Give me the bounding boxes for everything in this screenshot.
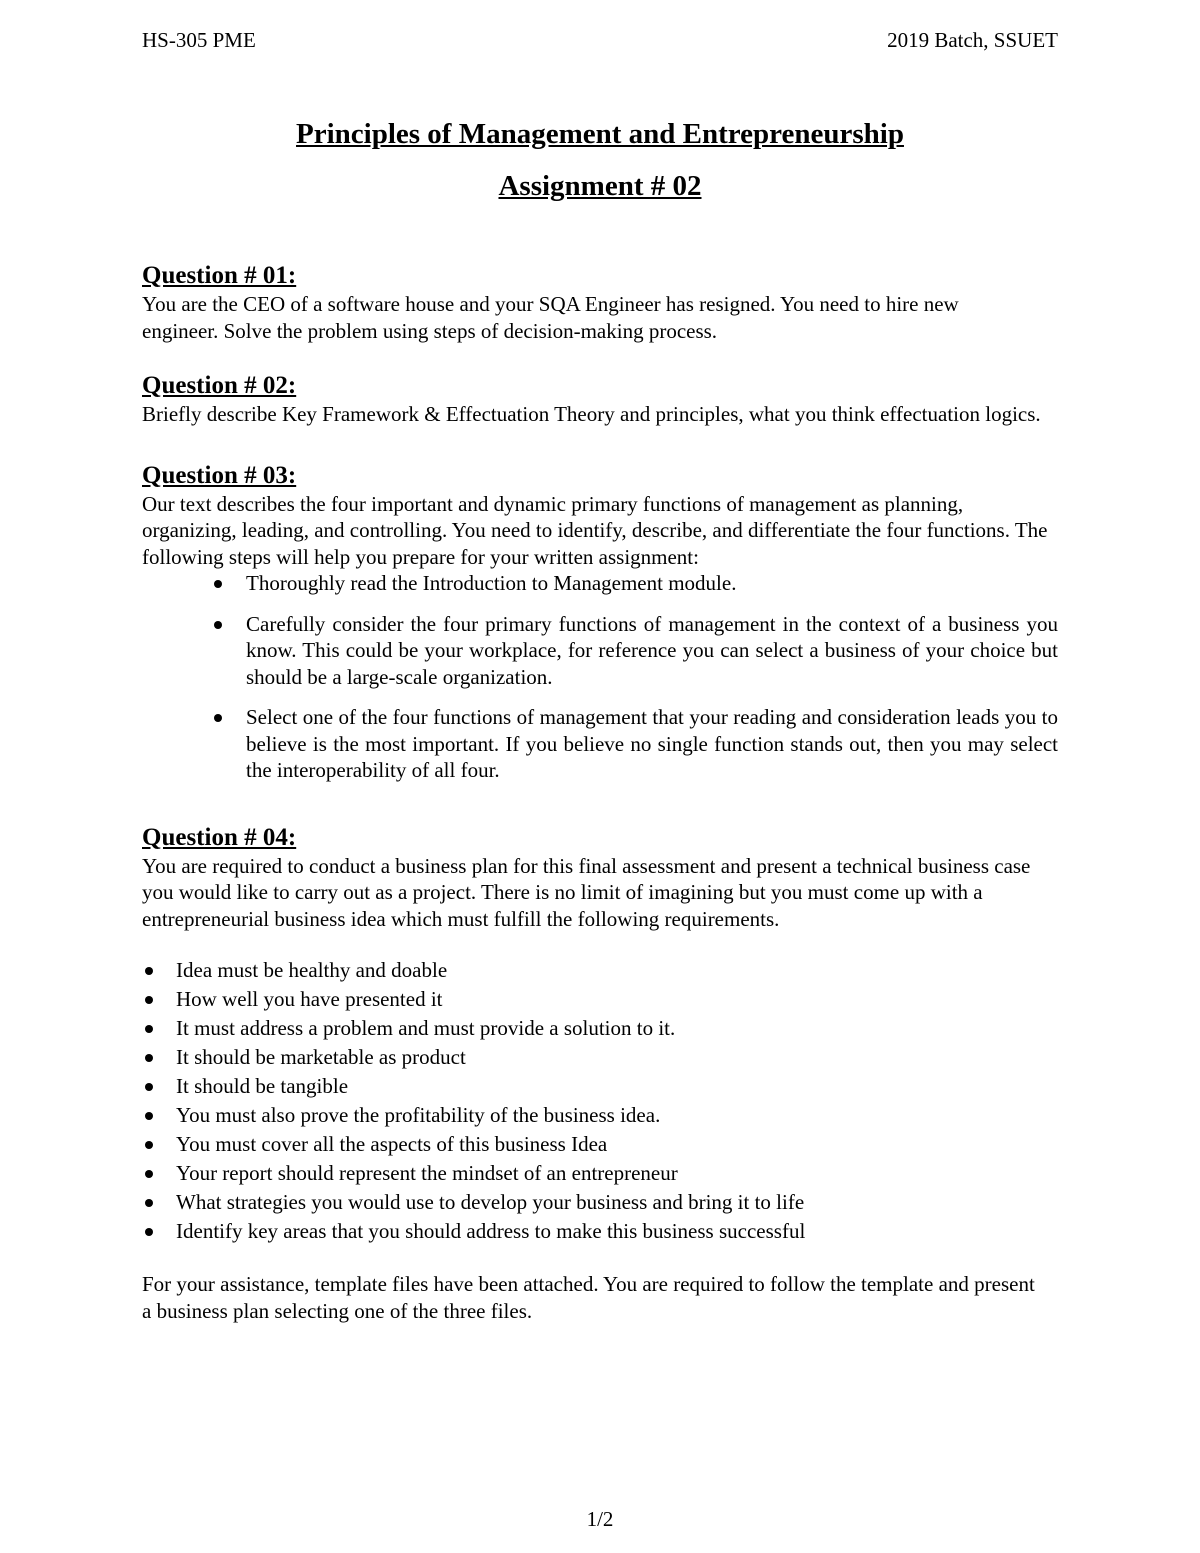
document-title: Principles of Management and Entrepreneurship (296, 118, 904, 150)
question-2-heading: Question # 02: (142, 372, 297, 399)
header-batch: 2019 Batch, SSUET (887, 28, 1058, 52)
question-4-heading: Question # 04: (142, 823, 297, 851)
list-item: Your report should represent the mindset of an entrepreneur (176, 1159, 1058, 1188)
list-item: Carefully consider the four primary functions of management in the context of a business you know. This could be your workplace, for reference you can select a business of your choice but should be a large-scale organization. (246, 611, 1058, 689)
question-2 (142, 370, 1058, 428)
list-item: Select one of the four functions of management that your reading and consideration leads you to believe is the most important. If you believe no single function stands out, then you may select the interoperability of all four. (246, 705, 1058, 782)
assignment-title: Assignment # 02 (498, 170, 702, 202)
question-2-text: Briefly describe Key Framework & Effectuation Theory and principles, what you think effectuation logics. (142, 402, 1041, 426)
list-item: Identify key areas that you should address to make this business successful (176, 1217, 1058, 1246)
list-item: You must also prove the profitability of the business idea. (176, 1101, 1058, 1130)
question-3-text: Our text describes the four important and dynamic primary functions of management as planning, organizing, leading, and controlling. You need to identify, describe, and differentiate the four functions. The following steps will help you prepare for your written assignment: (142, 491, 1048, 569)
question-4-requirements-list (142, 956, 1058, 1246)
document-body (142, 260, 1058, 1324)
question-1-text: You are the CEO of a software house and your SQA Engineer has resigned. You need to hire new engineer. Solve the problem using steps of decision-making process. (142, 292, 959, 343)
list-item: It must address a problem and must provide a solution to it. (176, 1014, 1058, 1043)
question-4 (142, 822, 1058, 1325)
page-number: 1/2 (586, 1507, 614, 1531)
question-4-closing-text: For your assistance, template files have been attached. You are required to follow the template and present a business plan selecting one of the three files. (142, 1272, 1035, 1323)
list-item: It should be marketable as product (176, 1043, 1058, 1072)
question-1-heading: Question # 01: (142, 262, 297, 289)
question-3-heading: Question # 03: (142, 461, 297, 489)
question-3-steps-list (142, 570, 1058, 784)
list-item: How well you have presented it (176, 985, 1058, 1014)
question-4-text: You are required to conduct a business plan for this final assessment and present a technical business case you would like to carry out as a project. There is no limit of imagining but you must come up with a entrepreneurial business idea which must fulfill the following requirements. (142, 853, 1031, 931)
list-item: It should be tangible (176, 1072, 1058, 1101)
list-item: Thoroughly read the Introduction to Management module. (246, 570, 1058, 597)
list-item: You must cover all the aspects of this business Idea (176, 1130, 1058, 1159)
list-item: What strategies you would use to develop your business and bring it to life (176, 1188, 1058, 1217)
question-1 (142, 260, 1058, 344)
question-3 (142, 460, 1058, 784)
list-item: Idea must be healthy and doable (176, 956, 1058, 985)
header-course-code: HS-305 PME (142, 28, 256, 52)
